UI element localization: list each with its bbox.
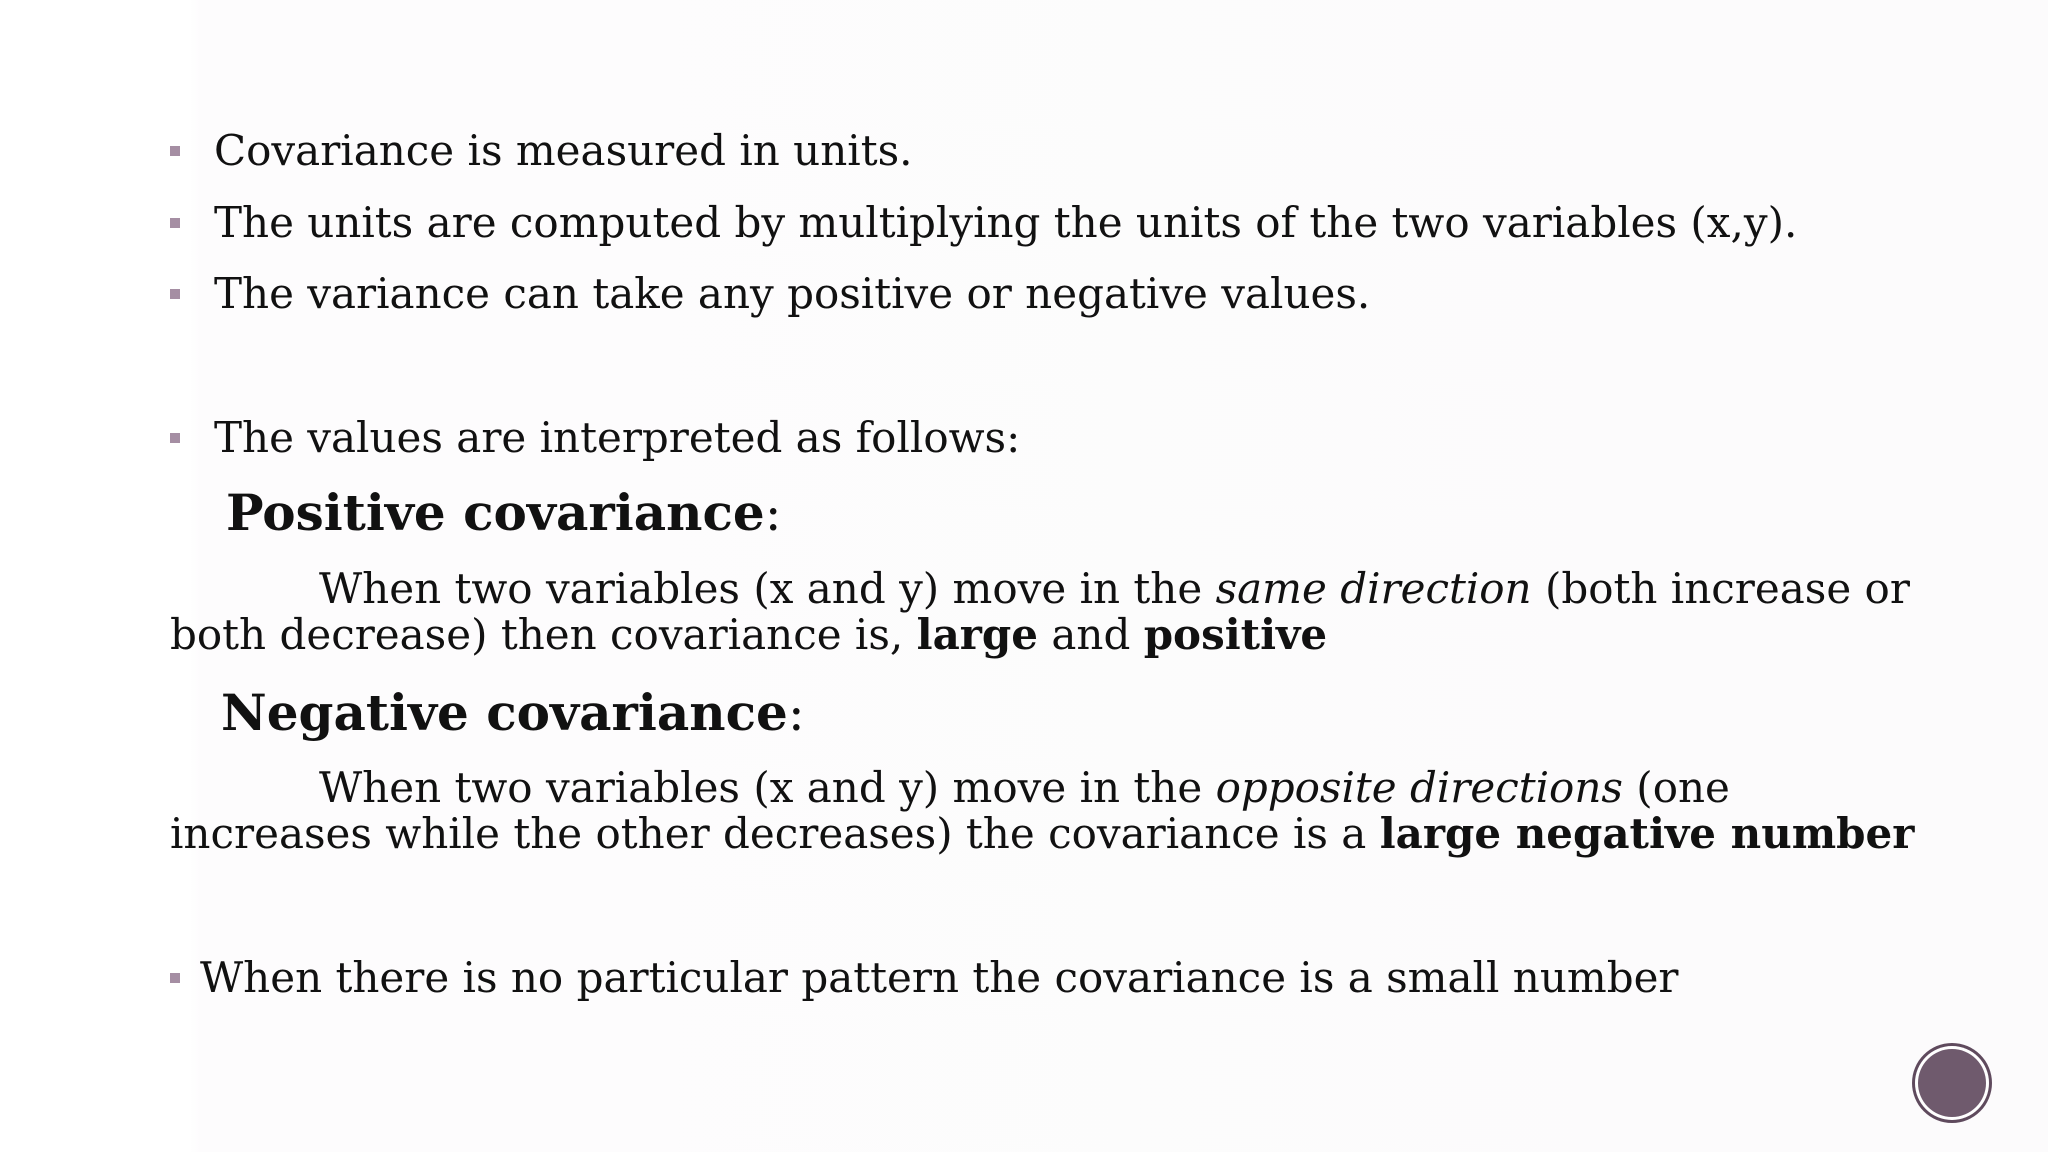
text-segment: (both increase or [1531,564,1910,613]
italic-segment: same direction [1215,564,1532,613]
heading-text: Positive covariance [226,483,765,542]
positive-line-1 [319,566,1910,612]
italic-segment: opposite directions [1215,763,1623,812]
heading-text: Negative covariance [221,683,788,742]
text-segment: (one [1622,763,1730,812]
bullet-text: The variance can take any positive or negative values. [214,269,1371,318]
text-segment: increases while the other decreases) the covariance is a [170,809,1380,858]
bullet-text: When there is no particular pattern the covariance is a small number [200,953,1679,1002]
text-segment: When two variables (x and y) move in the [319,564,1216,613]
bold-segment: positive [1143,610,1328,659]
negative-line-2 [170,811,1914,857]
positive-covariance-heading [226,483,782,543]
slide-nav-button[interactable] [1915,1046,1989,1120]
heading-colon: : [787,684,805,742]
bold-segment: large [916,610,1038,659]
bullet-square-icon [170,289,180,299]
positive-line-2 [170,612,1327,658]
bullet-text: The values are interpreted as follows: [214,413,1021,462]
bullet-text: Covariance is measured in units. [214,126,913,175]
text-segment: When two variables (x and y) move in the [319,763,1216,812]
text-segment: and [1038,610,1144,659]
bold-segment: large negative number [1379,809,1915,858]
bullet-square-icon [170,973,180,983]
heading-colon: : [764,484,782,542]
bullet-square-icon [170,433,180,443]
bullet-text: The units are computed by multiplying the units of the two variables (x,y). [214,198,1798,247]
negative-covariance-heading [221,683,805,743]
bullet-square-icon [170,218,180,228]
bullet-square-icon [170,146,180,156]
text-segment: both decrease) then covariance is, [170,610,917,659]
negative-line-1 [319,765,1730,811]
